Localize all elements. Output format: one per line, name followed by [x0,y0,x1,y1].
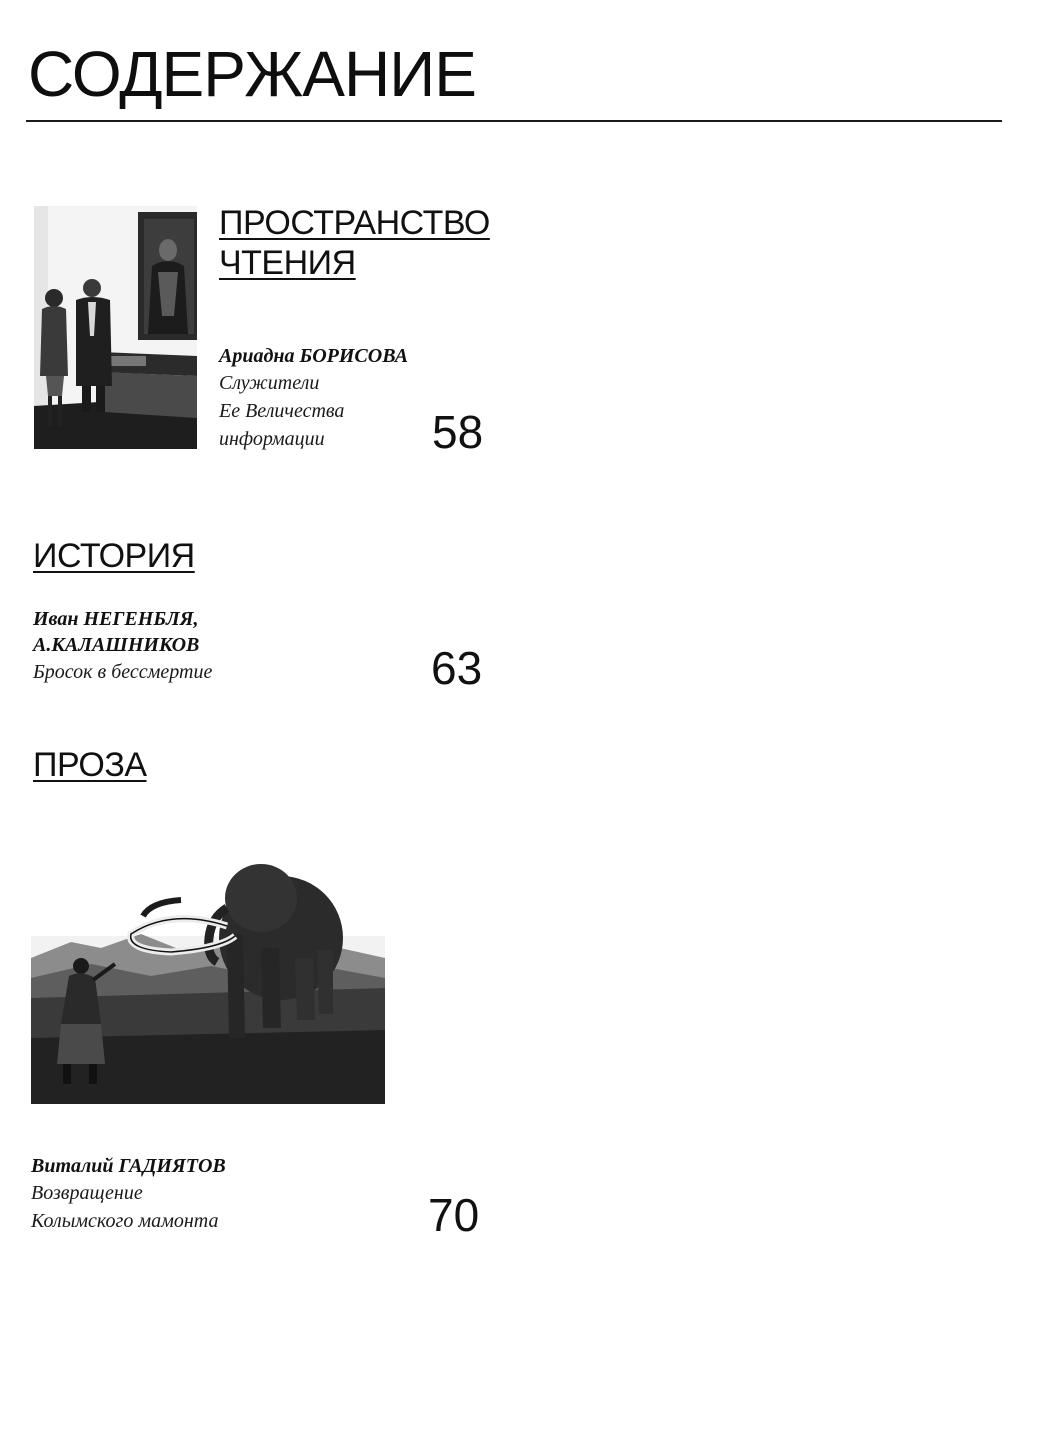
entry-page-number: 58 [432,406,484,458]
entry-title-line: Колымского мамонта [31,1210,219,1232]
toc-entry[interactable] [33,606,333,692]
section-heading-line: ПРОСТРАНСТВО [219,204,490,242]
entry-title-line: Возвращение [31,1182,143,1204]
entry-title-line: Служители [219,372,320,394]
toc-entry[interactable] [31,1153,331,1243]
entry-title-line: Ее Величества [219,400,345,422]
entry-author-line: А.КАЛАШНИКОВ [33,634,200,656]
entry-author: Ариадна БОРИСОВА [219,345,409,367]
section-heading-reading-space [219,203,490,283]
illustration-mammoth-and-hunter [31,838,385,1104]
section-heading-prose: ПРОЗА [33,746,147,784]
section-heading-line: ЧТЕНИЯ [219,244,356,282]
entry-title-line: информации [219,428,325,450]
entry-title: Бросок в бессмертие [33,661,213,683]
entry-author-line: Иван НЕГЕНБЛЯ, [33,608,199,630]
section-heading-history: ИСТОРИЯ [33,537,195,575]
entry-page-number: 63 [431,642,483,694]
entry-page-number: 70 [428,1189,480,1241]
photo-library-ceremony [34,206,197,449]
title-divider [26,120,1002,122]
entry-author: Виталий ГАДИЯТОВ [31,1155,226,1177]
page-title: СОДЕРЖАНИЕ [28,38,476,110]
